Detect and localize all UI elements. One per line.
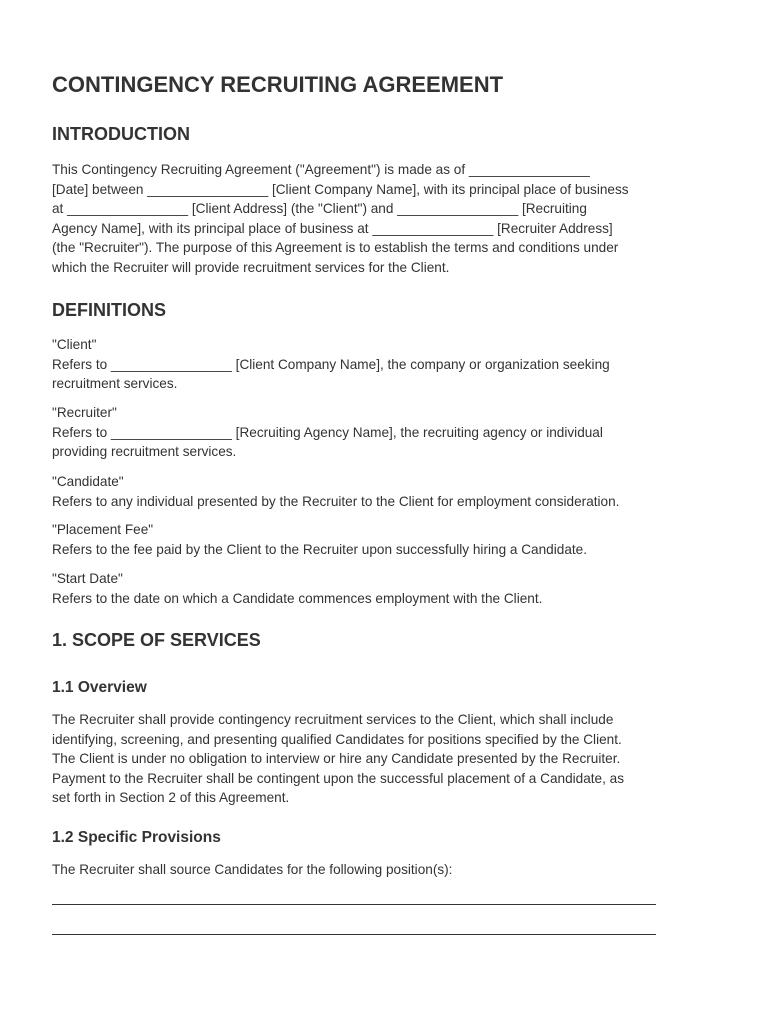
introduction-heading: INTRODUCTION — [52, 124, 190, 144]
overview-line: The Recruiter shall provide contingency recruitment services to the Client, which shall include — [52, 712, 614, 727]
overview-line: Payment to the Recruiter shall be contingent upon the successful placement of a Candidate, as — [52, 770, 625, 786]
definition-text: Refers to any individual presented by the Recruiter to the Client for employment consideration. — [52, 493, 620, 509]
specific-provisions-heading: 1.2 Specific Provisions — [52, 829, 221, 846]
overview-paragraph — [52, 710, 732, 808]
specific-provisions-line: The Recruiter shall source Candidates for the following position(s): — [52, 862, 453, 877]
introduction-line: which the Recruiter will provide recruitment services for the Client. — [52, 259, 450, 275]
introduction-line: [Date] between ________________ [Client Company Name], with its principal place of business — [52, 181, 629, 197]
introduction-line: at ________________ [Client Address] (the "Client") and ________________ [Recruiting — [52, 201, 587, 217]
definition-text: recruitment services. — [52, 376, 178, 392]
scope-heading: 1. SCOPE OF SERVICES — [52, 630, 261, 650]
definition-candidate — [52, 472, 732, 511]
definition-text: Refers to the fee paid by the Client to the Recruiter upon successfully hiring a Candidate. — [52, 541, 587, 557]
definition-client — [52, 335, 732, 394]
definition-text: Refers to ________________ [Client Company Name], the company or organization seeking — [52, 356, 610, 372]
definition-term: "Placement Fee" — [52, 522, 154, 537]
definition-term: "Start Date" — [52, 571, 123, 586]
definition-start-date — [52, 569, 732, 608]
overview-line: identifying, screening, and presenting qualified Candidates for positions specified by the Client. — [52, 731, 622, 747]
specific-provisions-paragraph — [52, 860, 732, 880]
definition-placement-fee — [52, 520, 732, 559]
overview-line: The Client is under no obligation to interview or hire any Candidate presented by the Recruiter. — [52, 751, 621, 767]
definition-term: "Candidate" — [52, 474, 124, 489]
definition-text: providing recruitment services. — [52, 444, 237, 460]
position-blank-line-1 — [52, 904, 656, 905]
definition-text: Refers to the date on which a Candidate commences employment with the Client. — [52, 590, 543, 606]
introduction-paragraph — [52, 160, 732, 278]
document-title: CONTINGENCY RECRUITING AGREEMENT — [52, 72, 504, 97]
definitions-heading: DEFINITIONS — [52, 300, 167, 320]
definition-recruiter — [52, 403, 732, 462]
definition-text: Refers to ________________ [Recruiting Agency Name], the recruiting agency or individual — [52, 424, 603, 440]
introduction-line: (the "Recruiter"). The purpose of this Agreement is to establish the terms and conditions under — [52, 240, 619, 256]
introduction-line: Agency Name], with its principal place of business at ________________ [Recruiter Address] — [52, 220, 613, 236]
overview-heading: 1.1 Overview — [52, 679, 147, 696]
introduction-line: This Contingency Recruiting Agreement ("Agreement") is made as of ________________ — [52, 162, 590, 177]
definition-term: "Recruiter" — [52, 405, 117, 420]
position-blank-line-2 — [52, 934, 656, 935]
definition-term: "Client" — [52, 337, 97, 352]
overview-line: set forth in Section 2 of this Agreement. — [52, 790, 290, 806]
